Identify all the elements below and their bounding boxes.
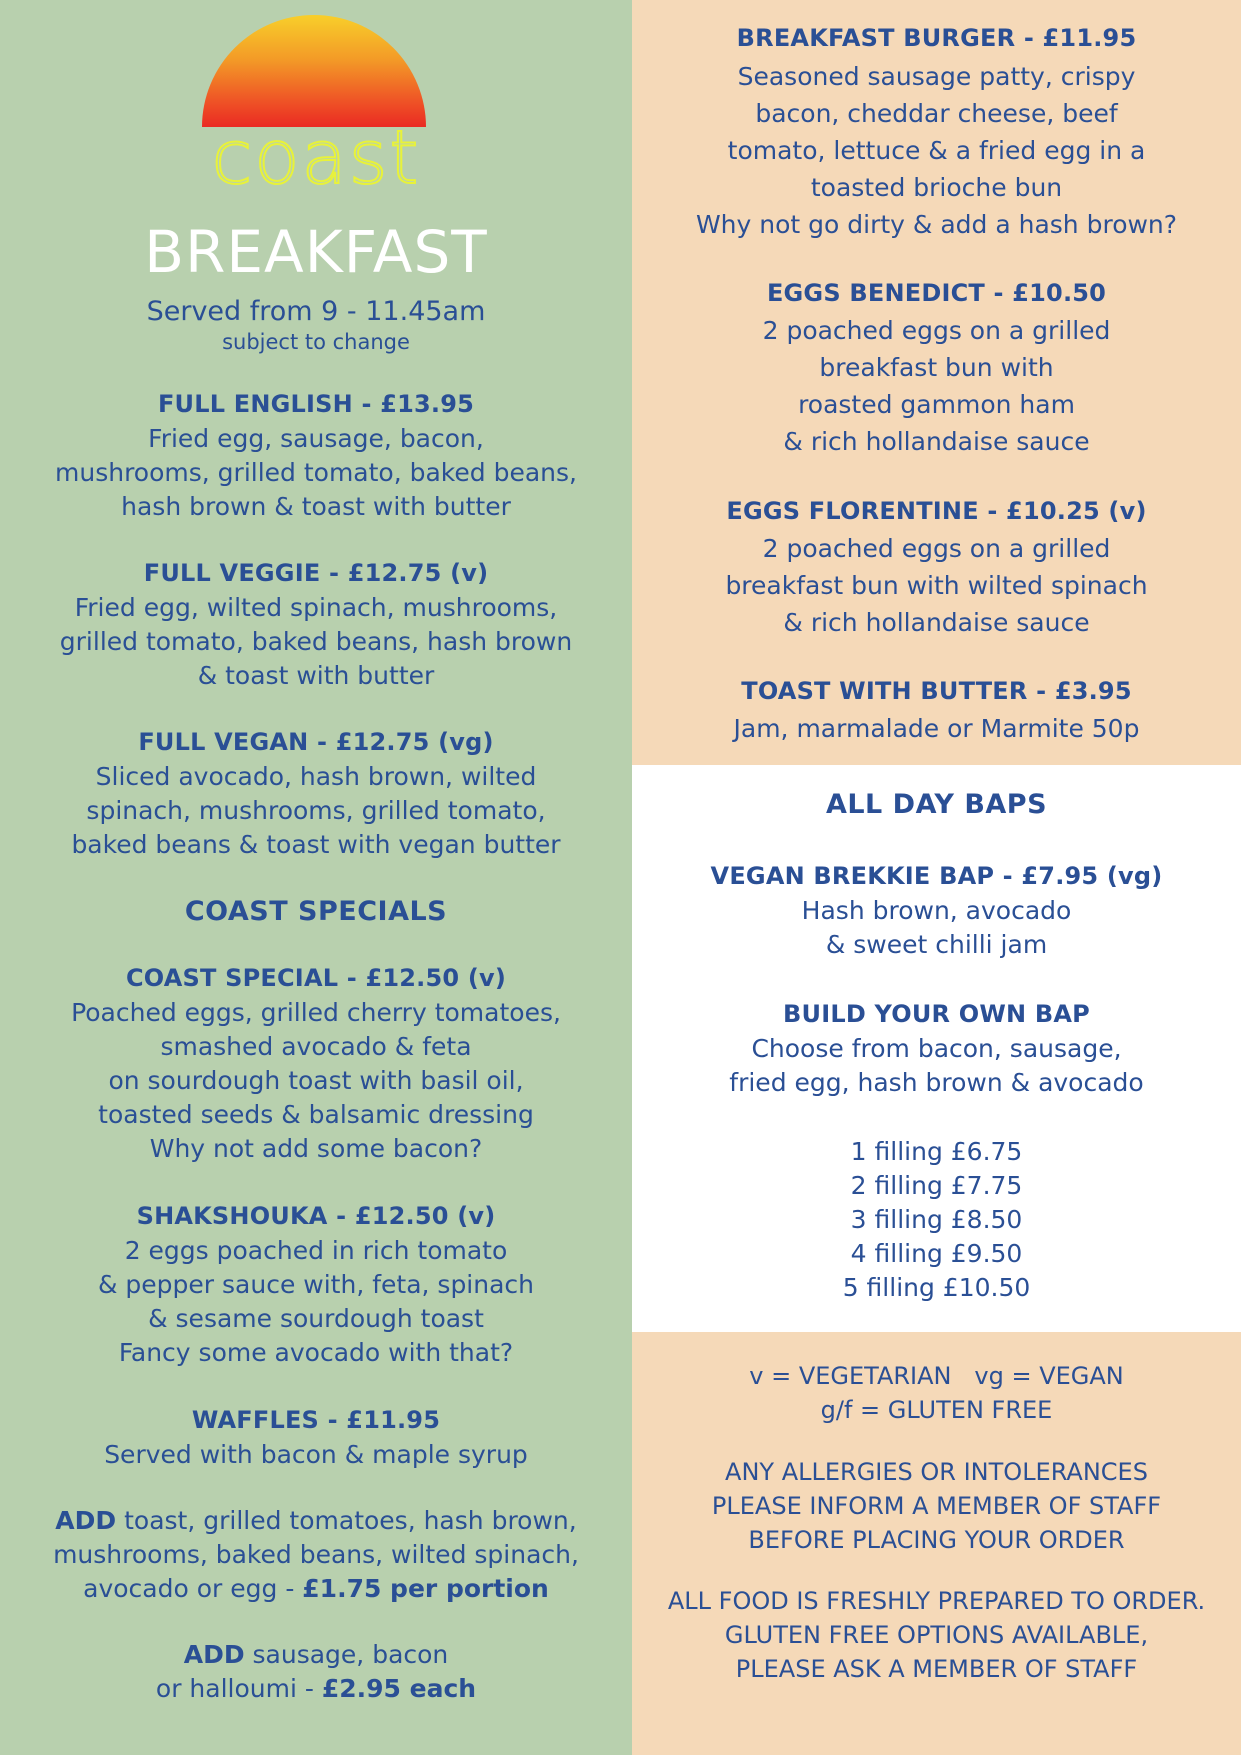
allergy-notice-line: ANY ALLERGIES OR INTOLERANCES bbox=[725, 1458, 1148, 1486]
item-desc-line: Seasoned sausage patty, crispy bbox=[737, 62, 1136, 91]
item-desc-line: mushrooms, grilled tomato, baked beans, bbox=[55, 458, 577, 487]
extras-1-line-3 bbox=[0, 1574, 632, 1603]
filling-price: 5 filling £10.50 bbox=[842, 1273, 1031, 1302]
item-title-full-veggie: FULL VEGGIE - £12.75 (v) bbox=[143, 559, 489, 587]
filling-price: 1 filling £6.75 bbox=[850, 1137, 1023, 1166]
item-title-eggs-benedict: EGGS BENEDICT - £10.50 bbox=[766, 279, 1107, 307]
item-desc-line: breakfast bun with bbox=[819, 353, 1054, 382]
item-desc-line: bacon, cheddar cheese, beef bbox=[755, 99, 1118, 128]
item-desc-line: Fancy some avocado with that? bbox=[118, 1338, 514, 1367]
item-desc-line: & sesame sourdough toast bbox=[148, 1304, 484, 1333]
add-label: ADD bbox=[55, 1506, 117, 1535]
extras-price: £2.95 each bbox=[321, 1674, 477, 1703]
filling-price: 4 filling £9.50 bbox=[850, 1239, 1023, 1268]
allergy-notice-line: PLEASE INFORM A MEMBER OF STAFF bbox=[711, 1492, 1162, 1520]
item-desc-line: toasted brioche bun bbox=[810, 173, 1063, 202]
item-desc-line: & toast with butter bbox=[197, 661, 435, 690]
item-title-build-your-own-bap: BUILD YOUR OWN BAP bbox=[783, 1000, 1090, 1028]
filling-price: 3 filling £8.50 bbox=[850, 1205, 1023, 1234]
subject-to-change-note: subject to change bbox=[222, 330, 410, 354]
item-title-full-english: FULL ENGLISH - £13.95 bbox=[157, 390, 475, 418]
extras-text: or halloumi - bbox=[155, 1674, 322, 1703]
item-desc-line: hash brown & toast with butter bbox=[121, 492, 511, 521]
extras-2-line-1 bbox=[0, 1640, 632, 1669]
item-desc-line: Poached eggs, grilled cherry tomatoes, bbox=[71, 998, 561, 1027]
extras-1-line-1 bbox=[0, 1506, 632, 1535]
item-desc-line: Served with bacon & maple syrup bbox=[104, 1440, 528, 1469]
extras-price: £1.75 per portion bbox=[302, 1574, 549, 1603]
item-desc-line: 2 eggs poached in rich tomato bbox=[124, 1236, 508, 1265]
extras-text: avocado or egg - bbox=[83, 1574, 303, 1603]
item-desc-line: toasted seeds & balsamic dressing bbox=[98, 1100, 534, 1129]
item-title-toast-with-butter: TOAST WITH BUTTER - £3.95 bbox=[741, 677, 1132, 705]
item-desc-line: 2 poached eggs on a grilled bbox=[762, 534, 1111, 563]
extras-text: sausage, bacon bbox=[244, 1640, 449, 1669]
extras-text: toast, grilled tomatoes, hash brown, bbox=[116, 1506, 577, 1535]
item-desc-line: & rich hollandaise sauce bbox=[783, 427, 1090, 456]
right-panel-breakfast bbox=[632, 0, 1241, 765]
filling-price: 2 filling £7.75 bbox=[850, 1171, 1023, 1200]
fresh-food-notice-line: PLEASE ASK A MEMBER OF STAFF bbox=[735, 1655, 1138, 1683]
item-title-coast-special: COAST SPECIAL - £12.50 (v) bbox=[125, 964, 507, 992]
item-desc-line: Fried egg, wilted spinach, mushrooms, bbox=[74, 593, 558, 622]
page-title: BREAKFAST bbox=[144, 218, 488, 286]
section-heading-all-day-baps: ALL DAY BAPS bbox=[825, 789, 1048, 820]
item-desc-line: Fried egg, sausage, bacon, bbox=[148, 424, 484, 453]
item-desc-line: Why not go dirty & add a hash brown? bbox=[695, 210, 1178, 239]
add-label: ADD bbox=[183, 1640, 245, 1669]
item-title-breakfast-burger: BREAKFAST BURGER - £11.95 bbox=[736, 24, 1137, 52]
section-heading-coast-specials: COAST SPECIALS bbox=[184, 896, 448, 927]
item-desc-line: tomato, lettuce & a fried egg in a bbox=[727, 136, 1146, 165]
right-panel-notes bbox=[632, 1332, 1241, 1755]
extras-2-line-2 bbox=[0, 1674, 632, 1703]
right-panel-baps bbox=[632, 765, 1241, 1332]
item-desc-line: 2 poached eggs on a grilled bbox=[762, 316, 1111, 345]
dietary-key: v = VEGETARIAN vg = VEGAN bbox=[749, 1362, 1124, 1390]
fresh-food-notice-line: ALL FOOD IS FRESHLY PREPARED TO ORDER. bbox=[667, 1587, 1206, 1615]
gluten-free-key: g/f = GLUTEN FREE bbox=[820, 1396, 1053, 1424]
item-desc-line: Choose from bacon, sausage, bbox=[751, 1034, 1122, 1063]
sunset-logo-icon bbox=[202, 15, 426, 127]
item-desc-line: smashed avocado & feta bbox=[160, 1032, 472, 1061]
item-title-vegan-brekkie-bap: VEGAN BREKKIE BAP - £7.95 (vg) bbox=[710, 862, 1163, 890]
extras-1-line-2: mushrooms, baked beans, wilted spinach, bbox=[53, 1540, 579, 1569]
item-desc-line: Jam, marmalade or Marmite 50p bbox=[733, 714, 1140, 743]
fresh-food-notice-line: GLUTEN FREE OPTIONS AVAILABLE, bbox=[724, 1621, 1149, 1649]
item-desc-line: spinach, mushrooms, grilled tomato, bbox=[86, 796, 546, 825]
item-desc-line: Sliced avocado, hash brown, wilted bbox=[95, 762, 537, 791]
item-desc-line: grilled tomato, baked beans, hash brown bbox=[59, 627, 573, 656]
item-title-waffles: WAFFLES - £11.95 bbox=[191, 1406, 441, 1434]
item-title-full-vegan: FULL VEGAN - £12.75 (vg) bbox=[138, 728, 494, 756]
item-desc-line: Why not add some bacon? bbox=[149, 1134, 483, 1163]
item-desc-line: & sweet chilli jam bbox=[825, 930, 1048, 959]
item-title-eggs-florentine: EGGS FLORENTINE - £10.25 (v) bbox=[726, 497, 1147, 525]
brand-wordmark: coast bbox=[211, 115, 421, 201]
item-title-shakshouka: SHAKSHOUKA - £12.50 (v) bbox=[136, 1202, 496, 1230]
item-desc-line: & pepper sauce with, feta, spinach bbox=[97, 1270, 535, 1299]
serving-hours: Served from 9 - 11.45am bbox=[146, 296, 486, 327]
item-desc-line: on sourdough toast with basil oil, bbox=[108, 1066, 524, 1095]
item-desc-line: baked beans & toast with vegan butter bbox=[71, 830, 561, 859]
item-desc-line: fried egg, hash brown & avocado bbox=[729, 1068, 1144, 1097]
allergy-notice-line: BEFORE PLACING YOUR ORDER bbox=[748, 1526, 1125, 1554]
item-desc-line: Hash brown, avocado bbox=[801, 896, 1072, 925]
item-desc-line: breakfast bun with wilted spinach bbox=[725, 571, 1148, 600]
item-desc-line: roasted gammon ham bbox=[798, 390, 1075, 419]
item-desc-line: & rich hollandaise sauce bbox=[783, 608, 1090, 637]
